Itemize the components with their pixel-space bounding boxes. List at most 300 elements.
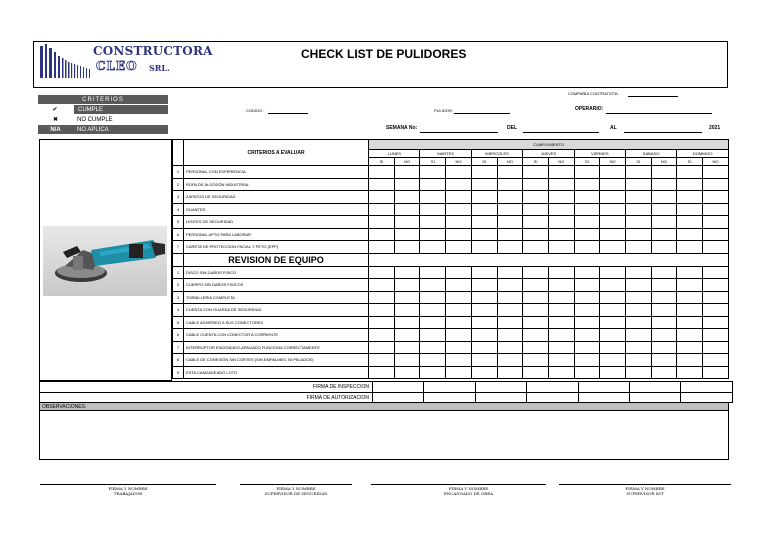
- no-check-cell[interactable]: [497, 329, 523, 342]
- si-check-cell[interactable]: [677, 291, 703, 304]
- no-check-cell[interactable]: [446, 279, 472, 292]
- no-check-cell[interactable]: [497, 266, 523, 279]
- no-check-cell[interactable]: [703, 341, 729, 354]
- row-number: 5: [173, 316, 184, 329]
- si-check-cell[interactable]: [625, 366, 651, 379]
- no-check-cell[interactable]: [600, 279, 626, 292]
- semana-field[interactable]: [420, 132, 498, 133]
- no-check-cell[interactable]: [651, 341, 677, 354]
- firma-inspeccion-cell[interactable]: [373, 382, 424, 393]
- si-check-cell[interactable]: [574, 329, 600, 342]
- firma-inspeccion-cell[interactable]: [681, 382, 732, 393]
- no-check-cell[interactable]: [394, 354, 420, 367]
- no-check-cell[interactable]: [548, 354, 574, 367]
- no-check-cell[interactable]: [497, 354, 523, 367]
- no-check-cell[interactable]: [600, 166, 626, 179]
- si-check-cell[interactable]: [574, 166, 600, 179]
- si-check-cell[interactable]: [677, 366, 703, 379]
- si-check-cell[interactable]: [369, 216, 395, 229]
- del-field[interactable]: [523, 132, 599, 133]
- si-check-cell[interactable]: [677, 203, 703, 216]
- si-check-cell[interactable]: [625, 241, 651, 254]
- si-check-cell[interactable]: [523, 291, 549, 304]
- row-number: 3: [173, 191, 184, 204]
- cumplimiento-header: CUMPLIMIENTO: [369, 140, 729, 150]
- no-check-cell[interactable]: [446, 329, 472, 342]
- si-check-cell[interactable]: [369, 279, 395, 292]
- si-check-cell[interactable]: [677, 166, 703, 179]
- si-check-cell[interactable]: [369, 304, 395, 317]
- row-number: 7: [173, 341, 184, 354]
- na-symbol: N/A: [38, 125, 73, 135]
- no-check-cell[interactable]: [600, 241, 626, 254]
- no-check-cell[interactable]: [497, 291, 523, 304]
- si-check-cell[interactable]: [574, 203, 600, 216]
- table-row: [173, 266, 729, 279]
- si-check-cell[interactable]: [369, 241, 395, 254]
- no-check-cell[interactable]: [497, 366, 523, 379]
- no-check-cell[interactable]: [651, 304, 677, 317]
- signature-line: [240, 484, 352, 485]
- no-check-cell[interactable]: [651, 178, 677, 191]
- si-check-cell[interactable]: [625, 329, 651, 342]
- no-check-cell[interactable]: [548, 279, 574, 292]
- no-check-cell[interactable]: [703, 354, 729, 367]
- no-check-cell[interactable]: [703, 241, 729, 254]
- si-check-cell[interactable]: [677, 216, 703, 229]
- no-check-cell[interactable]: [548, 228, 574, 241]
- si-check-cell[interactable]: [574, 304, 600, 317]
- firma-autorizacion-cell[interactable]: [373, 393, 424, 403]
- no-check-cell[interactable]: [394, 316, 420, 329]
- signature-line: [40, 484, 216, 485]
- no-check-cell[interactable]: [446, 166, 472, 179]
- table-row: [173, 304, 729, 317]
- si-check-cell[interactable]: [574, 341, 600, 354]
- si-check-cell[interactable]: [471, 241, 497, 254]
- table-row: [173, 178, 729, 191]
- si-check-cell[interactable]: [574, 366, 600, 379]
- firma-inspeccion-cell[interactable]: [424, 382, 475, 393]
- no-header: NO: [394, 158, 420, 166]
- table-row: [173, 329, 729, 342]
- no-check-cell[interactable]: [703, 178, 729, 191]
- si-check-cell[interactable]: [420, 191, 446, 204]
- si-check-cell[interactable]: [574, 216, 600, 229]
- al-label: AL: [610, 125, 617, 131]
- si-check-cell[interactable]: [574, 266, 600, 279]
- si-check-cell[interactable]: [471, 178, 497, 191]
- firma-inspeccion-cell[interactable]: [578, 382, 629, 393]
- si-check-cell[interactable]: [677, 178, 703, 191]
- si-check-cell[interactable]: [523, 304, 549, 317]
- no-check-cell[interactable]: [600, 316, 626, 329]
- si-check-cell[interactable]: [471, 191, 497, 204]
- no-check-cell[interactable]: [703, 228, 729, 241]
- no-check-cell[interactable]: [446, 191, 472, 204]
- si-check-cell[interactable]: [523, 341, 549, 354]
- si-check-cell[interactable]: [677, 191, 703, 204]
- codigo-field[interactable]: [268, 113, 308, 114]
- no-check-cell[interactable]: [548, 304, 574, 317]
- si-check-cell[interactable]: [523, 266, 549, 279]
- checklist-table: [172, 139, 729, 379]
- si-check-cell[interactable]: [471, 341, 497, 354]
- legend-label-cumple: CUMPLE: [73, 105, 168, 115]
- no-check-cell[interactable]: [651, 266, 677, 279]
- semana-label: SEMANA No:: [386, 125, 418, 131]
- no-check-cell[interactable]: [446, 291, 472, 304]
- criteria-label: CUENTA CON GUARDA DE SEGURIDAD: [184, 304, 369, 317]
- si-check-cell[interactable]: [369, 341, 395, 354]
- no-check-cell[interactable]: [548, 191, 574, 204]
- si-check-cell[interactable]: [574, 291, 600, 304]
- no-check-cell[interactable]: [394, 228, 420, 241]
- si-check-cell[interactable]: [574, 178, 600, 191]
- si-check-cell[interactable]: [420, 341, 446, 354]
- no-check-cell[interactable]: [600, 203, 626, 216]
- no-check-cell[interactable]: [394, 341, 420, 354]
- no-check-cell[interactable]: [497, 228, 523, 241]
- no-check-cell[interactable]: [497, 178, 523, 191]
- no-check-cell[interactable]: [548, 241, 574, 254]
- si-check-cell[interactable]: [471, 166, 497, 179]
- no-check-cell[interactable]: [548, 178, 574, 191]
- si-check-cell[interactable]: [471, 216, 497, 229]
- no-check-cell[interactable]: [446, 366, 472, 379]
- si-header: SI: [625, 158, 651, 166]
- si-check-cell[interactable]: [677, 279, 703, 292]
- si-check-cell[interactable]: [625, 291, 651, 304]
- si-check-cell[interactable]: [625, 304, 651, 317]
- no-check-cell[interactable]: [497, 279, 523, 292]
- si-check-cell[interactable]: [625, 316, 651, 329]
- compania-field[interactable]: [628, 96, 678, 97]
- si-check-cell[interactable]: [523, 203, 549, 216]
- no-check-cell[interactable]: [651, 291, 677, 304]
- no-check-cell[interactable]: [600, 228, 626, 241]
- no-check-cell[interactable]: [703, 166, 729, 179]
- row-number: 2: [173, 279, 184, 292]
- no-check-cell[interactable]: [600, 329, 626, 342]
- criteria-label: CABLE DE CONEXIÓN SIN CORTES (SIN EMPALMES, NI PELADOS): [184, 354, 369, 367]
- no-check-cell[interactable]: [703, 316, 729, 329]
- row-number: 8: [173, 354, 184, 367]
- no-check-cell[interactable]: [651, 191, 677, 204]
- si-check-cell[interactable]: [420, 354, 446, 367]
- si-check-cell[interactable]: [471, 354, 497, 367]
- no-check-cell[interactable]: [703, 366, 729, 379]
- legend-header: CRITERIOS: [38, 95, 168, 105]
- no-check-cell[interactable]: [600, 341, 626, 354]
- si-check-cell[interactable]: [574, 241, 600, 254]
- day-header: MARTES: [420, 150, 471, 158]
- row-number: 6: [173, 228, 184, 241]
- si-check-cell[interactable]: [574, 228, 600, 241]
- si-check-cell[interactable]: [471, 316, 497, 329]
- no-check-cell[interactable]: [497, 341, 523, 354]
- no-check-cell[interactable]: [600, 216, 626, 229]
- si-check-cell[interactable]: [523, 366, 549, 379]
- angle-grinder-image: [43, 226, 167, 296]
- no-check-cell[interactable]: [394, 216, 420, 229]
- si-check-cell[interactable]: [420, 216, 446, 229]
- si-check-cell[interactable]: [471, 266, 497, 279]
- no-check-cell[interactable]: [497, 241, 523, 254]
- si-check-cell[interactable]: [523, 354, 549, 367]
- no-check-cell[interactable]: [651, 166, 677, 179]
- no-check-cell[interactable]: [394, 366, 420, 379]
- si-check-cell[interactable]: [523, 178, 549, 191]
- si-check-cell[interactable]: [625, 191, 651, 204]
- si-check-cell[interactable]: [523, 329, 549, 342]
- document-title: CHECK LIST DE PULIDORES: [301, 47, 467, 61]
- firma-inspeccion-cell[interactable]: [629, 382, 680, 393]
- criteria-label: LENTES DE SEGURIDAD: [184, 216, 369, 229]
- no-header: NO: [600, 158, 626, 166]
- si-check-cell[interactable]: [574, 191, 600, 204]
- no-check-cell[interactable]: [446, 304, 472, 317]
- no-check-cell[interactable]: [600, 304, 626, 317]
- no-check-cell[interactable]: [651, 329, 677, 342]
- no-check-cell[interactable]: [548, 266, 574, 279]
- no-check-cell[interactable]: [394, 203, 420, 216]
- si-check-cell[interactable]: [420, 203, 446, 216]
- no-check-cell[interactable]: [394, 329, 420, 342]
- no-check-cell[interactable]: [651, 228, 677, 241]
- signature-line: [559, 484, 731, 485]
- si-check-cell[interactable]: [523, 216, 549, 229]
- no-check-cell[interactable]: [548, 366, 574, 379]
- no-check-cell[interactable]: [651, 366, 677, 379]
- day-header: VIERNES: [574, 150, 625, 158]
- si-check-cell[interactable]: [625, 279, 651, 292]
- no-check-cell[interactable]: [394, 291, 420, 304]
- no-check-cell[interactable]: [651, 279, 677, 292]
- firma-autorizacion-cell[interactable]: [629, 393, 680, 403]
- observaciones-label: OBSERVACIONES:: [39, 402, 729, 411]
- si-check-cell[interactable]: [420, 279, 446, 292]
- no-check-cell[interactable]: [394, 166, 420, 179]
- no-check-cell[interactable]: [497, 191, 523, 204]
- si-check-cell[interactable]: [625, 178, 651, 191]
- firma-inspeccion-cell[interactable]: [475, 382, 526, 393]
- si-check-cell[interactable]: [625, 266, 651, 279]
- si-check-cell[interactable]: [677, 354, 703, 367]
- codigo-label: CODIGO :: [246, 108, 265, 113]
- table-row: [173, 366, 729, 379]
- si-check-cell[interactable]: [471, 329, 497, 342]
- si-check-cell[interactable]: [369, 291, 395, 304]
- no-check-cell[interactable]: [446, 216, 472, 229]
- si-check-cell[interactable]: [677, 266, 703, 279]
- si-check-cell[interactable]: [574, 354, 600, 367]
- no-check-cell[interactable]: [600, 191, 626, 204]
- si-check-cell[interactable]: [420, 241, 446, 254]
- no-check-cell[interactable]: [703, 266, 729, 279]
- compania-label: COMPAÑÍA CONTRATISTA:: [568, 91, 619, 96]
- si-header: SI: [420, 158, 446, 166]
- no-check-cell[interactable]: [548, 329, 574, 342]
- no-check-cell[interactable]: [651, 354, 677, 367]
- al-field[interactable]: [624, 132, 702, 133]
- no-check-cell[interactable]: [548, 341, 574, 354]
- criteria-label: CABLE ADHERIDO A SUS CONECTORES: [184, 316, 369, 329]
- si-check-cell[interactable]: [625, 166, 651, 179]
- si-check-cell[interactable]: [369, 178, 395, 191]
- si-check-cell[interactable]: [471, 279, 497, 292]
- si-check-cell[interactable]: [369, 228, 395, 241]
- row-number: 1: [173, 166, 184, 179]
- si-check-cell[interactable]: [677, 304, 703, 317]
- si-check-cell[interactable]: [625, 216, 651, 229]
- operario-field[interactable]: [606, 113, 712, 114]
- row-number: 7: [173, 241, 184, 254]
- no-check-cell[interactable]: [446, 341, 472, 354]
- si-check-cell[interactable]: [625, 228, 651, 241]
- no-check-cell[interactable]: [394, 178, 420, 191]
- si-check-cell[interactable]: [471, 228, 497, 241]
- criteria-header: CRITERIOS A EVALUAR: [184, 140, 369, 166]
- si-check-cell[interactable]: [420, 291, 446, 304]
- si-check-cell[interactable]: [677, 241, 703, 254]
- si-check-cell[interactable]: [677, 316, 703, 329]
- no-check-cell[interactable]: [600, 354, 626, 367]
- si-header: SI: [369, 158, 395, 166]
- no-header: NO: [497, 158, 523, 166]
- no-check-cell[interactable]: [446, 241, 472, 254]
- no-check-cell[interactable]: [703, 203, 729, 216]
- pulidor-field[interactable]: [454, 113, 510, 114]
- no-check-cell[interactable]: [703, 216, 729, 229]
- si-check-cell[interactable]: [420, 316, 446, 329]
- si-check-cell[interactable]: [677, 329, 703, 342]
- company-logo-icon: [40, 44, 92, 78]
- si-check-cell[interactable]: [471, 366, 497, 379]
- firma-inspeccion-cell[interactable]: [527, 382, 578, 393]
- criteria-label: PERSONAL CON EXPERIENCIA: [184, 166, 369, 179]
- criteria-legend: [38, 95, 168, 135]
- no-check-cell[interactable]: [600, 291, 626, 304]
- si-check-cell[interactable]: [369, 354, 395, 367]
- si-check-cell[interactable]: [369, 316, 395, 329]
- no-check-cell[interactable]: [394, 241, 420, 254]
- no-check-cell[interactable]: [394, 304, 420, 317]
- si-check-cell[interactable]: [523, 166, 549, 179]
- no-check-cell[interactable]: [394, 191, 420, 204]
- day-header: JUEVES: [523, 150, 574, 158]
- firma-autorizacion-cell[interactable]: [475, 393, 526, 403]
- row-number: 4: [173, 203, 184, 216]
- si-check-cell[interactable]: [471, 203, 497, 216]
- criteria-label: GUANTES: [184, 203, 369, 216]
- si-check-cell[interactable]: [523, 279, 549, 292]
- si-check-cell[interactable]: [369, 329, 395, 342]
- no-check-cell[interactable]: [548, 216, 574, 229]
- no-check-cell[interactable]: [651, 241, 677, 254]
- no-check-cell[interactable]: [497, 216, 523, 229]
- no-check-cell[interactable]: [497, 203, 523, 216]
- si-check-cell[interactable]: [625, 203, 651, 216]
- si-check-cell[interactable]: [420, 366, 446, 379]
- row-number: 5: [173, 216, 184, 229]
- firma-autorizacion-cell[interactable]: [681, 393, 732, 403]
- si-check-cell[interactable]: [420, 304, 446, 317]
- no-check-cell[interactable]: [446, 354, 472, 367]
- no-check-cell[interactable]: [703, 191, 729, 204]
- no-check-cell[interactable]: [394, 279, 420, 292]
- no-check-cell[interactable]: [600, 266, 626, 279]
- firma-autorizacion-cell[interactable]: [527, 393, 578, 403]
- si-check-cell[interactable]: [471, 291, 497, 304]
- si-check-cell[interactable]: [420, 166, 446, 179]
- si-check-cell[interactable]: [420, 228, 446, 241]
- no-check-cell[interactable]: [703, 291, 729, 304]
- si-header: SI: [574, 158, 600, 166]
- si-check-cell[interactable]: [574, 316, 600, 329]
- day-header: LUNES: [369, 150, 420, 158]
- si-check-cell[interactable]: [677, 341, 703, 354]
- no-check-cell[interactable]: [446, 266, 472, 279]
- si-check-cell[interactable]: [625, 341, 651, 354]
- si-check-cell[interactable]: [369, 166, 395, 179]
- no-check-cell[interactable]: [703, 279, 729, 292]
- si-check-cell[interactable]: [523, 191, 549, 204]
- no-check-cell[interactable]: [497, 304, 523, 317]
- no-check-cell[interactable]: [446, 178, 472, 191]
- si-check-cell[interactable]: [523, 228, 549, 241]
- si-check-cell[interactable]: [369, 266, 395, 279]
- no-check-cell[interactable]: [446, 316, 472, 329]
- si-check-cell[interactable]: [574, 279, 600, 292]
- no-check-cell[interactable]: [548, 291, 574, 304]
- si-check-cell[interactable]: [523, 316, 549, 329]
- table-row: [173, 191, 729, 204]
- si-check-cell[interactable]: [677, 228, 703, 241]
- si-check-cell[interactable]: [625, 354, 651, 367]
- no-check-cell[interactable]: [446, 203, 472, 216]
- si-check-cell[interactable]: [420, 266, 446, 279]
- no-check-cell[interactable]: [497, 316, 523, 329]
- si-check-cell[interactable]: [420, 329, 446, 342]
- si-check-cell[interactable]: [369, 366, 395, 379]
- si-check-cell[interactable]: [369, 203, 395, 216]
- table-row: [173, 166, 729, 179]
- no-check-cell[interactable]: [703, 304, 729, 317]
- firma-autorizacion-cell[interactable]: [424, 393, 475, 403]
- legend-label-no-cumple: NO CUMPLE: [73, 115, 168, 125]
- no-check-cell[interactable]: [548, 316, 574, 329]
- no-check-cell[interactable]: [497, 166, 523, 179]
- no-check-cell[interactable]: [548, 166, 574, 179]
- no-check-cell[interactable]: [651, 216, 677, 229]
- no-check-cell[interactable]: [651, 316, 677, 329]
- no-check-cell[interactable]: [600, 178, 626, 191]
- no-check-cell[interactable]: [651, 203, 677, 216]
- no-check-cell[interactable]: [548, 203, 574, 216]
- no-check-cell[interactable]: [600, 366, 626, 379]
- no-check-cell[interactable]: [703, 329, 729, 342]
- firma-autorizacion-cell[interactable]: [578, 393, 629, 403]
- si-check-cell[interactable]: [523, 241, 549, 254]
- si-check-cell[interactable]: [471, 304, 497, 317]
- si-check-cell[interactable]: [369, 191, 395, 204]
- si-check-cell[interactable]: [420, 178, 446, 191]
- observaciones-field[interactable]: [39, 411, 729, 460]
- no-check-cell[interactable]: [394, 266, 420, 279]
- criteria-label: CARETA DE PROTECCION FACIAL Y PETO (EPP): [184, 241, 369, 254]
- no-check-cell[interactable]: [446, 228, 472, 241]
